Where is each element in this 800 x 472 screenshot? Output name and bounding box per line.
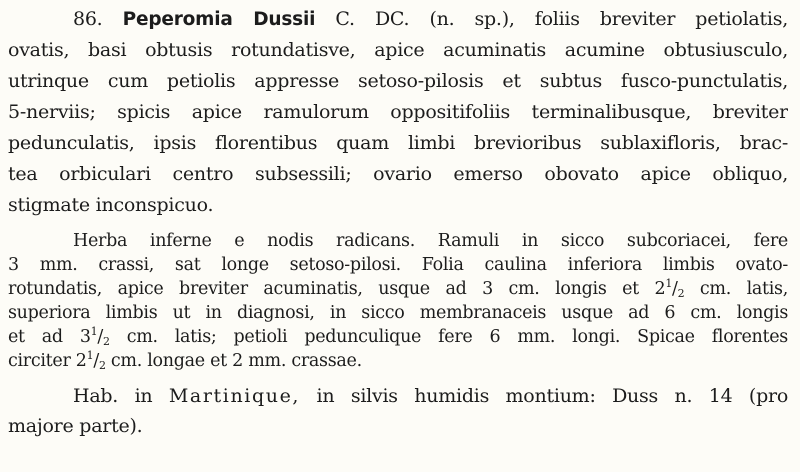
habit-line: et ad $3^1/_2$ cm. latis; petioli pedunculique fere 6 mm. longi. Spicae florentes: [8, 325, 788, 348]
habitat-text: in silvis humidis montium: Duss n. 14 (pro: [316, 385, 788, 407]
habit-line: Herba inferne e nodis radicans. Ramuli in sicco subcoriacei, fere: [73, 231, 788, 251]
fraction-numerator: 1: [90, 325, 98, 338]
habitat-label: Hab. in: [73, 385, 153, 407]
fraction-denominator: 2: [98, 359, 106, 372]
description-line: ovatis, basi obtusis rotundatisve, apice acuminatis acumine obtusiusculo,: [8, 39, 788, 61]
habit-line: 3 mm. crassi, sat longe setoso-pilosi. Folia caulina inferiora limbis ovato-: [8, 255, 788, 275]
fraction-numerator: 1: [665, 277, 673, 290]
fraction-denominator: 2: [677, 287, 685, 300]
description-line: pedunculatis, ipsis florentibus quam limbi brevioribus sublaxifloris, brac-: [8, 132, 788, 154]
fraction-numerator: 1: [86, 349, 94, 362]
habit-text: circiter 2: [8, 351, 87, 371]
habit-text: et ad 3: [8, 327, 91, 347]
habit-text: cm. latis; petioli pedunculique fere 6 mm. longi. Spicae florentes: [109, 327, 788, 347]
habit-line: rotundatis, apice breviter acuminatis, usque ad 3 cm. longis et $2^1/_2$ cm. latis,: [8, 277, 788, 300]
habitat-paragraph: [8, 381, 788, 441]
description-line: stigmate inconspicuo.: [8, 194, 214, 216]
habitat-place: Martinique,: [168, 385, 301, 407]
habit-paragraph: [8, 229, 788, 373]
species-number: 86.: [73, 8, 103, 30]
habitat-line: [8, 381, 788, 411]
habit-text: cm. latis,: [684, 279, 788, 299]
species-authority: C. DC. (n. sp.), foliis breviter petiolatis,: [335, 8, 788, 30]
habit-line: circiter $2^1/_2$ cm. longae et 2 mm. crassae.: [8, 349, 362, 372]
description-line: tea orbiculari centro subsessili; ovario emerso obovato apice obliquo,: [8, 163, 788, 185]
habit-text: cm. longae et 2 mm. crassae.: [105, 351, 362, 371]
species-name: Peperomia Dussii: [122, 9, 316, 30]
habitat-line: majore parte).: [8, 415, 143, 437]
habit-line: superiora limbis ut in diagnosi, in sicco membranaceis usque ad 6 cm. longis: [8, 303, 788, 323]
habit-text: rotundatis, apice breviter acuminatis, usque ad 3 cm. longis et 2: [8, 279, 666, 299]
description-line: [8, 4, 788, 35]
species-description: [8, 4, 788, 221]
fraction-denominator: 2: [102, 335, 110, 348]
description-line: 5-nerviis; spicis apice ramulorum oppositifoliis terminalibusque, breviter: [8, 101, 788, 123]
description-line: utrinque cum petiolis appresse setoso-pilosis et subtus fusco-punctulatis,: [8, 70, 788, 92]
